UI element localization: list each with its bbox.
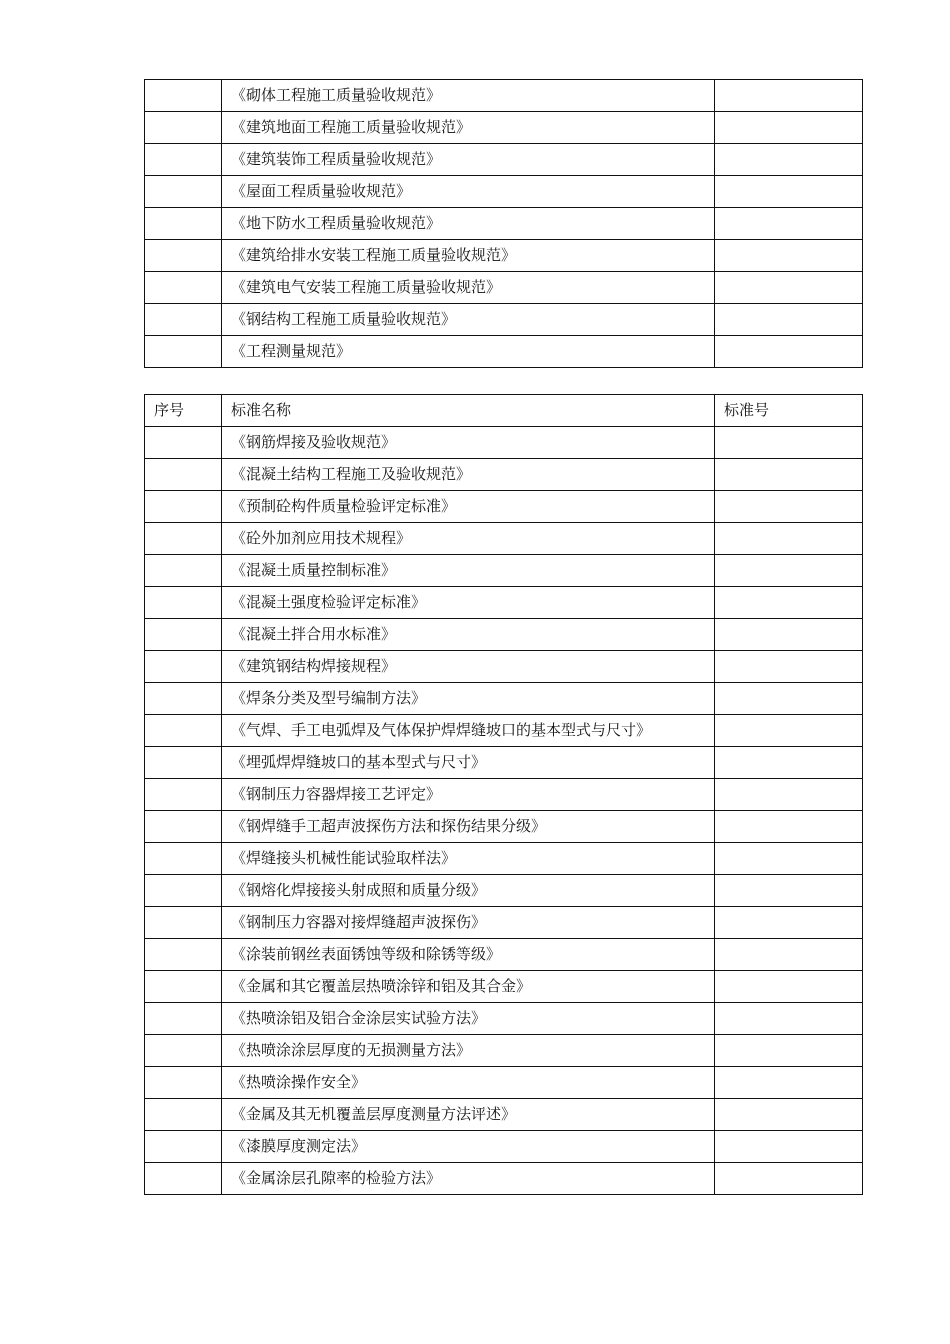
serial-number-cell	[145, 683, 222, 715]
standard-code-cell	[715, 208, 863, 240]
standard-name-cell: 《混凝土质量控制标准》	[222, 555, 715, 587]
standard-code-cell	[715, 587, 863, 619]
table-row	[145, 619, 863, 651]
standard-name-cell: 《钢制压力容器对接焊缝超声波探伤》	[222, 907, 715, 939]
serial-number-cell	[145, 523, 222, 555]
standard-code-cell	[715, 272, 863, 304]
table-row	[145, 336, 863, 368]
standard-name-cell: 《焊缝接头机械性能试验取样法》	[222, 843, 715, 875]
standard-name-cell: 《钢制压力容器焊接工艺评定》	[222, 779, 715, 811]
table-row	[145, 1035, 863, 1067]
standard-code-cell	[715, 1067, 863, 1099]
standard-name-cell: 《涂装前钢丝表面锈蚀等级和除锈等级》	[222, 939, 715, 971]
table-row	[145, 651, 863, 683]
standard-code-cell	[715, 1131, 863, 1163]
standard-code-cell	[715, 907, 863, 939]
table-row	[145, 555, 863, 587]
table-row	[145, 272, 863, 304]
standard-name-cell: 《地下防水工程质量验收规范》	[222, 208, 715, 240]
serial-number-cell	[145, 779, 222, 811]
serial-number-cell	[145, 144, 222, 176]
table-row	[145, 144, 863, 176]
standard-code-cell	[715, 1035, 863, 1067]
standard-code-cell	[715, 747, 863, 779]
standard-name-cell: 《预制砼构件质量检验评定标准》	[222, 491, 715, 523]
table-row	[145, 1099, 863, 1131]
standard-code-cell	[715, 843, 863, 875]
header-standard-code: 标准号	[715, 395, 863, 427]
standard-code-cell	[715, 336, 863, 368]
table-row	[145, 427, 863, 459]
standard-name-cell: 《建筑地面工程施工质量验收规范》	[222, 112, 715, 144]
standard-code-cell	[715, 939, 863, 971]
standards-table-continued	[144, 79, 863, 368]
standard-code-cell	[715, 523, 863, 555]
standard-name-cell: 《热喷涂操作安全》	[222, 1067, 715, 1099]
serial-number-cell	[145, 651, 222, 683]
standard-name-cell: 《埋弧焊焊缝坡口的基本型式与尺寸》	[222, 747, 715, 779]
serial-number-cell	[145, 1099, 222, 1131]
table-row	[145, 939, 863, 971]
serial-number-cell	[145, 555, 222, 587]
table-row	[145, 811, 863, 843]
standard-code-cell	[715, 240, 863, 272]
standard-code-cell	[715, 1099, 863, 1131]
table-row	[145, 240, 863, 272]
standard-code-cell	[715, 1003, 863, 1035]
table-row	[145, 80, 863, 112]
standard-name-cell: 《金属涂层孔隙率的检验方法》	[222, 1163, 715, 1195]
table-row	[145, 1067, 863, 1099]
standard-code-cell	[715, 875, 863, 907]
standard-name-cell: 《建筑电气安装工程施工质量验收规范》	[222, 272, 715, 304]
serial-number-cell	[145, 112, 222, 144]
standard-name-cell: 《建筑装饰工程质量验收规范》	[222, 144, 715, 176]
table2-body	[145, 427, 863, 1195]
serial-number-cell	[145, 843, 222, 875]
standard-code-cell	[715, 779, 863, 811]
standard-name-cell: 《焊条分类及型号编制方法》	[222, 683, 715, 715]
standard-code-cell	[715, 427, 863, 459]
serial-number-cell	[145, 1067, 222, 1099]
serial-number-cell	[145, 427, 222, 459]
serial-number-cell	[145, 176, 222, 208]
header-standard-name: 标准名称	[222, 395, 715, 427]
table-row	[145, 1003, 863, 1035]
serial-number-cell	[145, 907, 222, 939]
serial-number-cell	[145, 459, 222, 491]
table-row	[145, 875, 863, 907]
standard-name-cell: 《钢筋焊接及验收规范》	[222, 427, 715, 459]
serial-number-cell	[145, 80, 222, 112]
standard-code-cell	[715, 651, 863, 683]
table-row	[145, 1131, 863, 1163]
standard-name-cell: 《漆膜厚度测定法》	[222, 1131, 715, 1163]
table-row	[145, 491, 863, 523]
serial-number-cell	[145, 747, 222, 779]
standard-code-cell	[715, 715, 863, 747]
table-row	[145, 971, 863, 1003]
table-row	[145, 208, 863, 240]
standard-name-cell: 《金属和其它覆盖层热喷涂锌和铝及其合金》	[222, 971, 715, 1003]
serial-number-cell	[145, 1131, 222, 1163]
standard-code-cell	[715, 811, 863, 843]
standard-code-cell	[715, 619, 863, 651]
serial-number-cell	[145, 875, 222, 907]
table-row	[145, 843, 863, 875]
standard-name-cell: 《钢结构工程施工质量验收规范》	[222, 304, 715, 336]
serial-number-cell	[145, 715, 222, 747]
table-row	[145, 907, 863, 939]
table-row	[145, 779, 863, 811]
serial-number-cell	[145, 1003, 222, 1035]
standard-name-cell: 《钢焊缝手工超声波探伤方法和探伤结果分级》	[222, 811, 715, 843]
standard-name-cell: 《砌体工程施工质量验收规范》	[222, 80, 715, 112]
serial-number-cell	[145, 939, 222, 971]
standard-name-cell: 《建筑钢结构焊接规程》	[222, 651, 715, 683]
standard-code-cell	[715, 176, 863, 208]
serial-number-cell	[145, 491, 222, 523]
header-serial-number: 序号	[145, 395, 222, 427]
table1-body	[145, 80, 863, 368]
standard-name-cell: 《热喷涂铝及铝合金涂层实试验方法》	[222, 1003, 715, 1035]
table-row	[145, 715, 863, 747]
standard-name-cell: 《气焊、手工电弧焊及气体保护焊焊缝坡口的基本型式与尺寸》	[222, 715, 715, 747]
table-row	[145, 112, 863, 144]
standard-code-cell	[715, 80, 863, 112]
standard-code-cell	[715, 971, 863, 1003]
standard-name-cell: 《混凝土结构工程施工及验收规范》	[222, 459, 715, 491]
standard-name-cell: 《热喷涂涂层厚度的无损测量方法》	[222, 1035, 715, 1067]
serial-number-cell	[145, 1035, 222, 1067]
table-row	[145, 459, 863, 491]
table-row	[145, 1163, 863, 1195]
table-row	[145, 747, 863, 779]
serial-number-cell	[145, 208, 222, 240]
serial-number-cell	[145, 336, 222, 368]
table-row	[145, 523, 863, 555]
table-row	[145, 176, 863, 208]
standard-name-cell: 《混凝土强度检验评定标准》	[222, 587, 715, 619]
serial-number-cell	[145, 272, 222, 304]
table-row	[145, 683, 863, 715]
serial-number-cell	[145, 240, 222, 272]
table-header-row	[145, 395, 863, 427]
standard-name-cell: 《砼外加剂应用技术规程》	[222, 523, 715, 555]
standard-code-cell	[715, 683, 863, 715]
standard-code-cell	[715, 144, 863, 176]
standard-code-cell	[715, 304, 863, 336]
standard-code-cell	[715, 112, 863, 144]
standard-code-cell	[715, 555, 863, 587]
standard-name-cell: 《建筑给排水安装工程施工质量验收规范》	[222, 240, 715, 272]
table-row	[145, 587, 863, 619]
serial-number-cell	[145, 619, 222, 651]
standard-code-cell	[715, 491, 863, 523]
standard-name-cell: 《屋面工程质量验收规范》	[222, 176, 715, 208]
standard-name-cell: 《钢熔化焊接接头射成照和质量分级》	[222, 875, 715, 907]
standard-code-cell	[715, 1163, 863, 1195]
standard-name-cell: 《工程测量规范》	[222, 336, 715, 368]
serial-number-cell	[145, 811, 222, 843]
table-row	[145, 304, 863, 336]
standards-table	[144, 394, 863, 1195]
standard-code-cell	[715, 459, 863, 491]
serial-number-cell	[145, 587, 222, 619]
standard-name-cell: 《金属及其无机覆盖层厚度测量方法评述》	[222, 1099, 715, 1131]
serial-number-cell	[145, 1163, 222, 1195]
serial-number-cell	[145, 971, 222, 1003]
serial-number-cell	[145, 304, 222, 336]
standard-name-cell: 《混凝土拌合用水标准》	[222, 619, 715, 651]
